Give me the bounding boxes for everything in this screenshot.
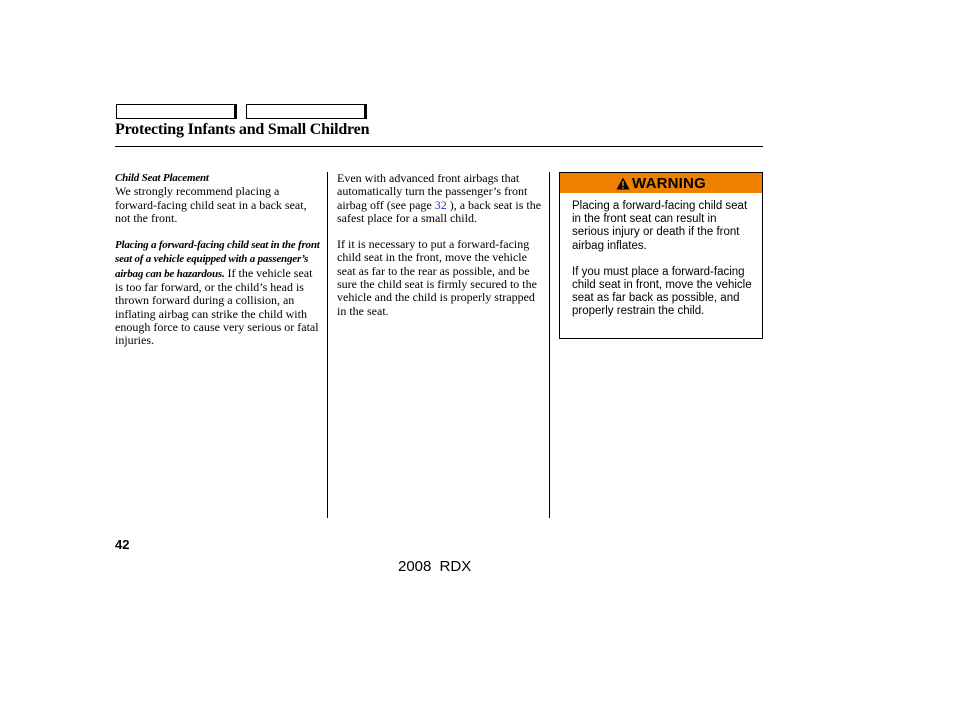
paragraph-advanced-airbags bbox=[337, 172, 543, 225]
warning-text bbox=[572, 200, 754, 319]
warning-triangle-icon bbox=[616, 177, 630, 190]
warning-label: WARNING bbox=[632, 174, 706, 192]
hazard-lead-in: Placing a forward-facing child seat in the front seat of a vehicle equipped with a passenger’s airbag can be hazardous. bbox=[115, 239, 320, 280]
nav-tab-1[interactable] bbox=[116, 104, 237, 119]
advanced-airbags-text-start: Even with advanced front airbags that automatically turn the passenger’s front airbag off (see page bbox=[337, 171, 528, 212]
paragraph-front-seat-instructions: If it is necessary to put a forward-facing child seat in the front, move the vehicle seat as far to the rear as possible, and be sure the child seat is firmly secured to the vehicle and the child is properly strapped in the seat. bbox=[337, 237, 537, 318]
column-divider-2 bbox=[549, 172, 550, 518]
warning-header bbox=[560, 173, 762, 193]
page-reference-link[interactable]: 32 bbox=[434, 197, 447, 212]
advanced-airbags-text-end: ), a back seat is the safest place for a small child. bbox=[337, 197, 542, 225]
warning-paragraph-2: If you must place a forward-facing child seat in front, move the vehicle seat as far back as possible, and properly restrain the child. bbox=[572, 265, 752, 318]
text-column-2 bbox=[337, 172, 543, 318]
section-subheading: Child Seat Placement bbox=[115, 172, 209, 184]
nav-tab-2[interactable] bbox=[246, 104, 367, 119]
page-number: 42 bbox=[115, 537, 130, 552]
text-column-1 bbox=[115, 172, 321, 348]
hazard-text: If the vehicle seat is too far forward, or the child’s head is thrown forward during a collision, an inflating airbag can strike the child with enough force to cause very serious or fatal injuries. bbox=[115, 265, 319, 348]
column-divider-1 bbox=[327, 172, 328, 518]
paragraph-recommendation: We strongly recommend placing a forward-facing child seat in a back seat, not the front. bbox=[115, 184, 307, 225]
warning-paragraph-1: Placing a forward-facing child seat in the front seat can result in serious injury or death if the front airbag inflates. bbox=[572, 200, 748, 252]
page-title: Protecting Infants and Small Children bbox=[115, 121, 370, 138]
title-divider bbox=[115, 146, 763, 147]
paragraph-hazard bbox=[115, 238, 321, 347]
warning-box bbox=[559, 172, 763, 339]
footer-model: 2008 RDX bbox=[398, 558, 472, 575]
